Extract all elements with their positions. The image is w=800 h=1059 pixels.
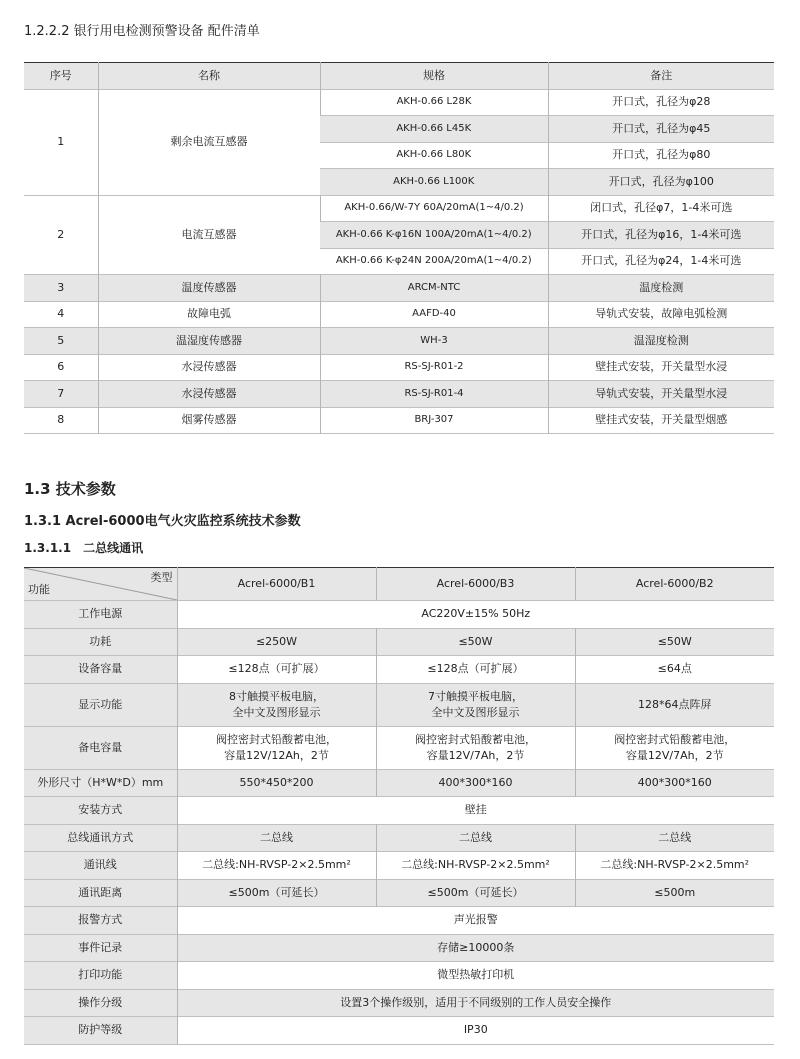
model-header: Acrel-6000/B1 bbox=[177, 568, 376, 601]
item-spec: AKH-0.66 K-φ16N 100A/20mA(1~4/0.2) bbox=[320, 222, 548, 249]
item-note: 温度检测 bbox=[548, 275, 774, 302]
model-value: 550*450*200 bbox=[177, 769, 376, 797]
merged-value: 设置3个操作级别，适用于不同级别的工作人员安全操作 bbox=[177, 989, 774, 1017]
item-note: 开口式，孔径为φ100 bbox=[548, 169, 774, 196]
value-line: 容量12V/7Ah，2节 bbox=[625, 748, 724, 762]
model-value: 二总线:NH-RVSP-2×2.5mm² bbox=[177, 852, 376, 880]
item-spec: AKH-0.66 L45K bbox=[320, 116, 548, 143]
table-row bbox=[24, 354, 774, 381]
table-row bbox=[24, 381, 774, 408]
table-row bbox=[24, 301, 774, 328]
tech-params-table bbox=[24, 567, 774, 1045]
model-value bbox=[177, 683, 376, 726]
item-name: 温湿度传感器 bbox=[98, 328, 320, 355]
item-name: 剩余电流互感器 bbox=[98, 89, 320, 195]
merged-value: 壁挂 bbox=[177, 797, 774, 825]
merged-value: 微型热敏打印机 bbox=[177, 962, 774, 990]
merged-value: 声光报警 bbox=[177, 907, 774, 935]
item-note: 温湿度检测 bbox=[548, 328, 774, 355]
item-number: 7 bbox=[24, 381, 98, 408]
table-row bbox=[24, 407, 774, 434]
model-value: 400*300*160 bbox=[575, 769, 774, 797]
item-name: 电流互感器 bbox=[98, 195, 320, 275]
model-value: 二总线:NH-RVSP-2×2.5mm² bbox=[575, 852, 774, 880]
table-row bbox=[24, 879, 774, 907]
item-spec: AKH-0.66/W-7Y 60A/20mA(1~4/0.2) bbox=[320, 195, 548, 222]
column-header: 规格 bbox=[320, 63, 548, 90]
item-note: 导轨式安装，故障电弧检测 bbox=[548, 301, 774, 328]
table-row bbox=[24, 683, 774, 726]
model-value: ≤250W bbox=[177, 628, 376, 656]
item-note: 开口式，孔径为φ16，1-4米可选 bbox=[548, 222, 774, 249]
table-row bbox=[24, 824, 774, 852]
row-label: 通讯距离 bbox=[24, 879, 177, 907]
table-row bbox=[24, 328, 774, 355]
value-line: 容量12V/12Ah，2节 bbox=[224, 748, 329, 762]
model-value: 二总线 bbox=[177, 824, 376, 852]
model-value: ≤500m bbox=[575, 879, 774, 907]
item-note: 开口式，孔径为φ28 bbox=[548, 89, 774, 116]
value-line: 128*64点阵屏 bbox=[638, 697, 712, 711]
table-row bbox=[24, 769, 774, 797]
table-row bbox=[24, 195, 774, 222]
table-row bbox=[24, 797, 774, 825]
section-heading-1-3-1: 1.3.1 Acrel-6000电气火灾监控系统技术参数 bbox=[24, 514, 301, 529]
value-line: 容量12V/7Ah，2节 bbox=[426, 748, 525, 762]
item-note: 壁挂式安装，开关量型水浸 bbox=[548, 354, 774, 381]
item-spec: RS-SJ-R01-2 bbox=[320, 354, 548, 381]
column-header: 名称 bbox=[98, 63, 320, 90]
model-value: ≤50W bbox=[575, 628, 774, 656]
item-spec: AKH-0.66 L28K bbox=[320, 89, 548, 116]
model-value: ≤50W bbox=[376, 628, 575, 656]
item-number: 8 bbox=[57, 413, 65, 427]
column-header: 序号 bbox=[24, 63, 98, 90]
row-label: 备电容量 bbox=[24, 726, 177, 769]
section-heading-1-3: 1.3 技术参数 bbox=[24, 480, 116, 498]
model-value bbox=[177, 726, 376, 769]
item-name: 温度传感器 bbox=[98, 275, 320, 302]
table-row bbox=[24, 852, 774, 880]
table-row bbox=[24, 275, 774, 302]
model-value: ≤64点 bbox=[575, 656, 774, 684]
item-number: 4 bbox=[57, 307, 65, 321]
merged-value: IP30 bbox=[177, 1017, 774, 1045]
model-value bbox=[575, 726, 774, 769]
model-value: ≤500m（可延长） bbox=[376, 879, 575, 907]
item-note: 开口式，孔径为φ24，1-4米可选 bbox=[548, 248, 774, 275]
row-label: 事件记录 bbox=[24, 934, 177, 962]
table-row bbox=[24, 989, 774, 1017]
item-name: 水浸传感器 bbox=[98, 381, 320, 408]
table-row bbox=[24, 1017, 774, 1045]
value-line: 阀控密封式铅酸蓄电池， bbox=[216, 732, 337, 746]
table-row bbox=[24, 601, 774, 629]
table-row bbox=[24, 726, 774, 769]
model-value bbox=[376, 683, 575, 726]
model-value: 二总线:NH-RVSP-2×2.5mm² bbox=[376, 852, 575, 880]
item-spec: AAFD-40 bbox=[320, 301, 548, 328]
value-line: 全中文及图形显示 bbox=[232, 705, 321, 719]
row-label: 防护等级 bbox=[24, 1017, 177, 1045]
row-label: 功耗 bbox=[24, 628, 177, 656]
item-name: 烟雾传感器 bbox=[98, 407, 320, 434]
table-row bbox=[24, 656, 774, 684]
model-value: 二总线 bbox=[575, 824, 774, 852]
merged-value: AC220V±15% 50Hz bbox=[177, 601, 774, 629]
table-row bbox=[24, 628, 774, 656]
item-note: 壁挂式安装，开关量型烟感 bbox=[548, 407, 774, 434]
row-label: 外形尺寸（H*W*D）mm bbox=[24, 769, 177, 797]
value-line: 阀控密封式铅酸蓄电池， bbox=[415, 732, 536, 746]
value-line: 阀控密封式铅酸蓄电池， bbox=[614, 732, 736, 746]
row-label: 显示功能 bbox=[24, 683, 177, 726]
row-label: 报警方式 bbox=[24, 907, 177, 935]
value-line: 全中文及图形显示 bbox=[431, 705, 520, 719]
value-line: 8寸触摸平板电脑， bbox=[229, 689, 324, 703]
model-value bbox=[575, 683, 774, 726]
model-value bbox=[376, 726, 575, 769]
value-line: 7寸触摸平板电脑， bbox=[428, 689, 523, 703]
model-value: ≤128点（可扩展） bbox=[177, 656, 376, 684]
parts-table bbox=[24, 62, 774, 434]
model-value: 400*300*160 bbox=[376, 769, 575, 797]
item-spec: BRJ-307 bbox=[320, 407, 548, 434]
item-note: 闭口式，孔径φ7，1-4米可选 bbox=[548, 195, 774, 222]
section-heading-1-3-1-1: 1.3.1.1 二总线通讯 bbox=[24, 541, 144, 555]
item-number: 3 bbox=[24, 275, 98, 302]
table-row bbox=[24, 907, 774, 935]
item-spec: AKH-0.66 L80K bbox=[396, 149, 472, 161]
corner-function-label: 功能 bbox=[28, 583, 50, 596]
table-corner-cell bbox=[24, 568, 177, 601]
row-label: 操作分级 bbox=[24, 989, 177, 1017]
table-row bbox=[24, 89, 774, 116]
row-label: 总线通讯方式 bbox=[24, 824, 177, 852]
row-label: 安装方式 bbox=[24, 797, 177, 825]
item-name: 故障电弧 bbox=[98, 301, 320, 328]
column-header: 备注 bbox=[548, 63, 774, 90]
item-spec: AKH-0.66 L100K bbox=[320, 169, 548, 196]
model-value: 二总线 bbox=[376, 824, 575, 852]
model-header: Acrel-6000/B3 bbox=[376, 568, 575, 601]
row-label: 工作电源 bbox=[24, 601, 177, 629]
item-number: 6 bbox=[57, 360, 65, 374]
item-note: 导轨式安装，开关量型水浸 bbox=[548, 381, 774, 408]
table-row bbox=[24, 934, 774, 962]
item-spec: AKH-0.66 K-φ24N 200A/20mA(1~4/0.2) bbox=[335, 255, 532, 267]
model-value: ≤500m（可延长） bbox=[177, 879, 376, 907]
item-spec: RS-SJ-R01-4 bbox=[320, 381, 548, 408]
row-label: 设备容量 bbox=[24, 656, 177, 684]
row-label: 打印功能 bbox=[24, 962, 177, 990]
parts-table-header bbox=[24, 63, 774, 90]
item-name: 水浸传感器 bbox=[98, 354, 320, 381]
item-note: 开口式，孔径为φ80 bbox=[548, 142, 774, 169]
corner-type-label: 类型 bbox=[150, 571, 173, 584]
model-value: ≤128点（可扩展） bbox=[376, 656, 575, 684]
item-number: 5 bbox=[24, 328, 98, 355]
item-number: 1 bbox=[24, 89, 98, 195]
item-number: 2 bbox=[24, 195, 98, 275]
model-header: Acrel-6000/B2 bbox=[575, 568, 774, 601]
item-spec: WH-3 bbox=[320, 328, 548, 355]
row-label: 通讯线 bbox=[24, 852, 177, 880]
table-row bbox=[24, 962, 774, 990]
item-spec: ARCM-NTC bbox=[320, 275, 548, 302]
section-heading-1-2-2-2: 1.2.2.2 银行用电检测预警设备 配件清单 bbox=[24, 24, 260, 39]
merged-value: 存储≥10000条 bbox=[177, 934, 774, 962]
item-note: 开口式，孔径为φ45 bbox=[548, 116, 774, 143]
